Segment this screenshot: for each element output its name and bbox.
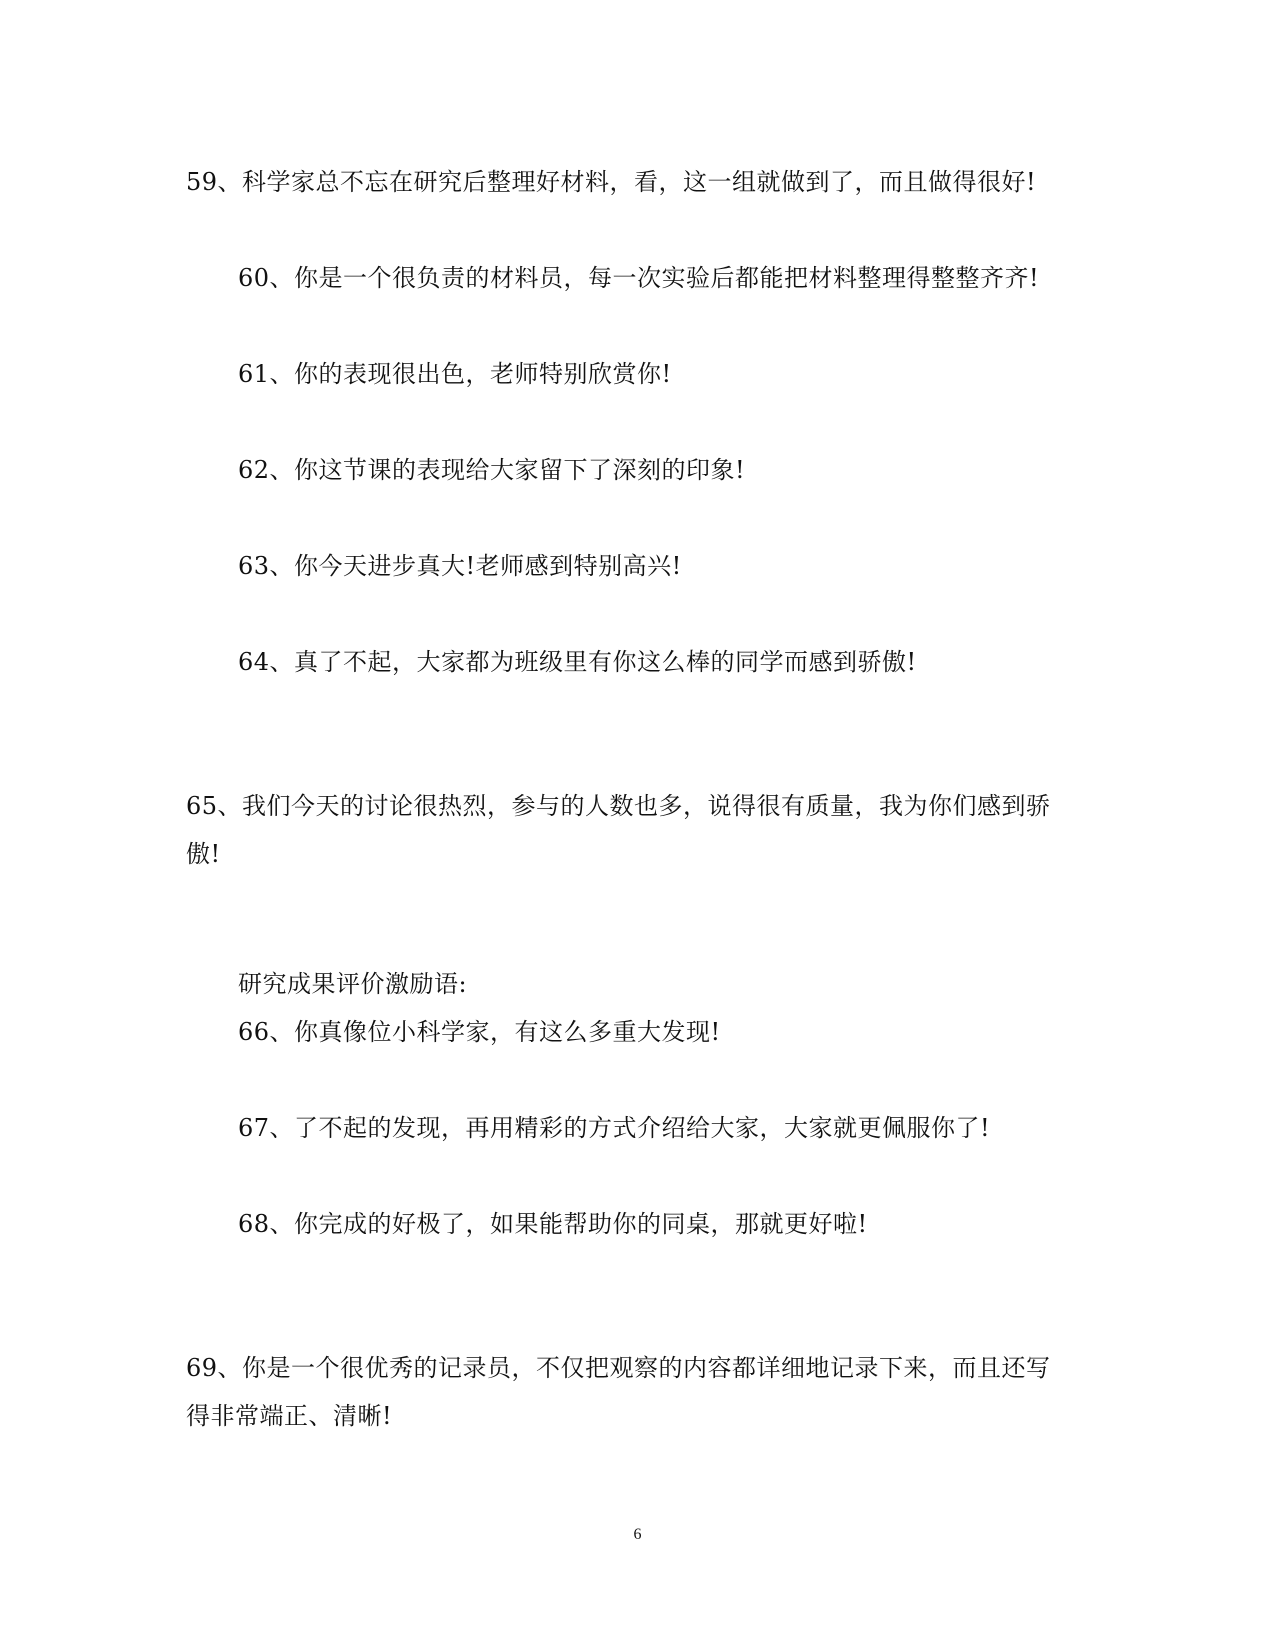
section-heading: 研究成果评价激励语: (238, 970, 468, 998)
item-68: 68、你完成的好极了，如果能帮助你的同桌，那就更好啦! (238, 1210, 868, 1238)
item-69: 69、你是一个很优秀的记录员，不仅把观察的内容都详细地记录下来，而且还写得非常端正、清晰! (186, 1354, 1051, 1430)
item-59: 59、科学家总不忘在研究后整理好材料，看，这一组就做到了，而且做得很好! (186, 168, 1037, 196)
item-65: 65、我们今天的讨论很热烈，参与的人数也多，说得很有质量，我为你们感到骄傲! (186, 792, 1051, 868)
item-63: 63、你今天进步真大!老师感到特别高兴! (238, 552, 682, 580)
item-66: 66、你真像位小科学家，有这么多重大发现! (238, 1018, 721, 1046)
page-number: 6 (633, 1526, 642, 1543)
item-64: 64、真了不起，大家都为班级里有你这么棒的同学而感到骄傲! (238, 648, 917, 676)
item-62: 62、你这节课的表现给大家留下了深刻的印象! (238, 456, 746, 484)
item-60: 60、你是一个很负责的材料员，每一次实验后都能把材料整理得整整齐齐! (238, 264, 1040, 292)
item-61: 61、你的表现很出色，老师特别欣赏你! (238, 360, 672, 388)
item-67: 67、了不起的发现，再用精彩的方式介绍给大家，大家就更佩服你了! (238, 1114, 991, 1142)
